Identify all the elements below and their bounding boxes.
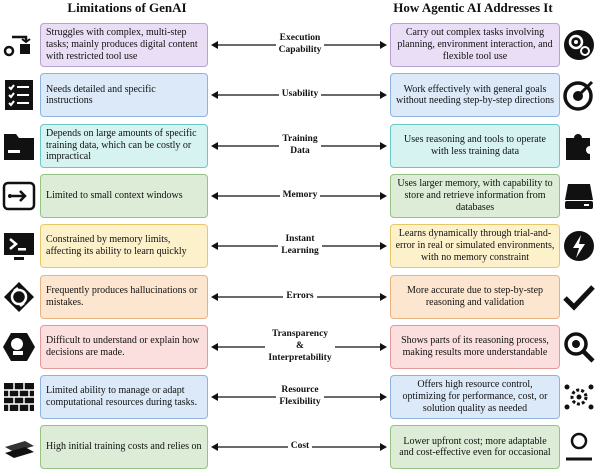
brick-wall-icon	[2, 381, 36, 413]
right-column-header: How Agentic AI Addresses It	[393, 0, 553, 15]
comparison-row	[0, 425, 600, 471]
dimension-label: Memory	[280, 190, 321, 202]
gear-network-icon	[562, 381, 596, 413]
solution-text: Work effectively with general goals without needing step-by-step directions	[395, 83, 555, 107]
limitation-text: High initial training costs and relies on	[46, 441, 202, 453]
error-loop-icon	[2, 281, 36, 313]
gears-icon	[562, 29, 596, 61]
agentic-solution-box	[390, 124, 560, 168]
limitation-text: Depends on large amounts of specific training data, which can be costly or impractical	[46, 127, 197, 163]
agentic-solution-box	[390, 275, 560, 319]
solution-text: Lower upfront cost; more adaptable and cost-effective even for occasional	[399, 435, 551, 459]
limitation-box	[40, 174, 208, 218]
agentic-solution-box	[390, 23, 560, 67]
money-stack-icon	[2, 431, 36, 463]
comparison-row	[0, 73, 600, 119]
limitation-box	[40, 325, 208, 369]
dimension-label: Resource Flexibility	[276, 385, 323, 409]
terminal-icon	[2, 230, 36, 262]
limitation-box	[40, 124, 208, 168]
dimension-label: Usability	[279, 89, 321, 101]
context-window-icon	[2, 180, 36, 212]
checkmark-icon	[562, 281, 596, 313]
dimension-label: Transparency & Interpretability	[265, 329, 334, 365]
savings-icon	[562, 431, 596, 463]
workflow-icon	[2, 29, 36, 61]
comparison-row	[0, 325, 600, 371]
limitation-text: Struggles with complex, multi-step tasks; mainly produces digital content with restricted tool use	[46, 27, 198, 62]
dimension-label: Execution Capability	[276, 33, 325, 57]
solution-text: More accurate due to step-by-step reasoning and validation	[406, 284, 544, 308]
limitation-text: Limited ability to manage or adapt computational resources during tasks.	[46, 385, 198, 409]
dimension-label: Instant Learning	[278, 234, 321, 258]
solution-text: Learns dynamically through trial-and-error in real or simulated environments, with no memory constraint	[395, 228, 555, 264]
limitation-text: Frequently produces hallucinations or mistakes.	[46, 284, 198, 308]
lightning-icon	[562, 230, 596, 262]
solution-text: Uses larger memory, with capability to store and retrieve information from databases	[397, 178, 553, 213]
agentic-solution-box	[390, 224, 560, 268]
limitation-box	[40, 23, 208, 67]
agentic-solution-box	[390, 73, 560, 117]
left-column-header: Limitations of GenAI	[67, 0, 187, 15]
limitation-box	[40, 275, 208, 319]
comparison-row	[0, 275, 600, 321]
dimension-label: Cost	[288, 441, 312, 453]
comparison-row	[0, 174, 600, 220]
target-icon	[562, 79, 596, 111]
limitation-box	[40, 73, 208, 117]
dimension-label: Errors	[283, 291, 316, 303]
limitation-box	[40, 375, 208, 419]
folder-icon	[2, 130, 36, 162]
dimension-label: Training Data	[279, 134, 320, 158]
limitation-text: Limited to small context windows	[46, 189, 183, 201]
brain-hexagon-icon	[2, 331, 36, 363]
solution-text: Carry out complex tasks involving planning, environment interaction, and flexible tool use	[397, 27, 553, 62]
comparison-row	[0, 224, 600, 270]
agentic-solution-box	[390, 174, 560, 218]
checklist-icon	[2, 79, 36, 111]
puzzle-icon	[562, 130, 596, 162]
comparison-row	[0, 23, 600, 69]
comparison-row	[0, 375, 600, 421]
limitation-text: Constrained by memory limits, affecting its ability to learn quickly	[46, 234, 187, 258]
limitation-box	[40, 224, 208, 268]
limitation-text: Needs detailed and specific instructions	[46, 83, 156, 107]
magnifier-icon	[562, 331, 596, 363]
solution-text: Uses reasoning and tools to operate with less training data	[404, 133, 546, 157]
agentic-solution-box	[390, 375, 560, 419]
agentic-solution-box	[390, 325, 560, 369]
solution-text: Offers high resource control, optimizing for performance, cost, or solution quality as needed	[402, 379, 548, 414]
comparison-row	[0, 124, 600, 170]
storage-drive-icon	[562, 180, 596, 212]
limitation-text: Difficult to understand or explain how decisions are made.	[46, 335, 200, 358]
limitation-box	[40, 425, 208, 469]
agentic-solution-box	[390, 425, 560, 469]
solution-text: Shows parts of its reasoning process, making results more understandable	[401, 335, 549, 358]
